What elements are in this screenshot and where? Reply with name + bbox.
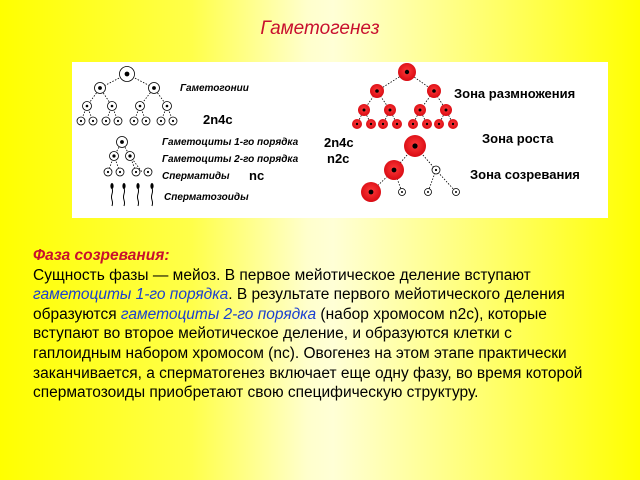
label-zone-growth: Зона роста: [482, 131, 554, 146]
label-spermatozoa: Сперматозоиды: [164, 192, 249, 203]
phase-heading: Фаза созревания:: [33, 247, 170, 264]
label-formula-2n4c-a: 2n4c: [203, 112, 233, 127]
gametogenesis-diagram: [72, 62, 608, 218]
text-part-2: . В результате первого мейотического деления образуются: [33, 286, 565, 323]
label-formula-nc: nc: [249, 168, 265, 183]
text-part-3: (набор хромосом n2c), которые вступают во второе мейотическое деление, и образуются клетки с гаплоидным набором хромосом (nc). Овогенез на этом этапе практически заканчивается, а сперматогенез включает еще одну фазу, во время которой сперматозоиды приобретают свою специфическую структуру.: [33, 305, 583, 402]
highlight-gametocytes-2nd-order: гаметоциты 2-го порядка: [120, 305, 317, 323]
label-gametocytes-1st-order: Гаметоциты 1-го порядка: [162, 137, 299, 148]
label-formula-2n4c-b: 2n4c: [324, 135, 354, 150]
label-zone-maturation: Зона созревания: [470, 167, 580, 182]
label-gametocytes-2nd-order: Гаметоциты 2-го порядка: [162, 154, 299, 165]
label-gametogonia: Гаметогонии: [180, 83, 249, 94]
text-part-1: Сущность фазы — мейоз. В первое мейотическое деление вступают: [33, 266, 531, 284]
maturation-phase-text: [33, 246, 593, 403]
label-zone-reproduction: Зона размножения: [454, 86, 576, 101]
slide-title: Гаметогенез: [260, 18, 380, 39]
highlight-gametocytes-1st-order: гаметоциты 1-го порядка: [33, 286, 229, 304]
label-formula-n2c: n2c: [327, 151, 350, 166]
oogenesis-tree: [352, 63, 460, 202]
label-spermatids: Сперматиды: [162, 171, 230, 182]
